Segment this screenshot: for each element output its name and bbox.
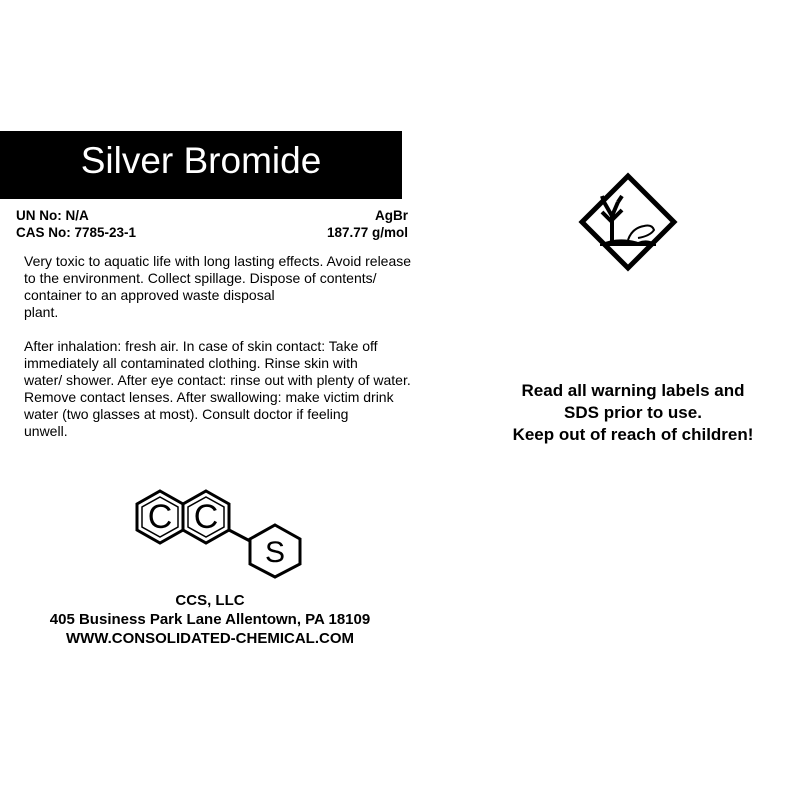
text-line: Read all warning labels and	[521, 381, 745, 400]
text-line: unwell.	[24, 423, 68, 439]
identifiers	[16, 207, 136, 241]
chemical-formula: AgBr	[375, 208, 408, 223]
text-line: Remove contact lenses. After swallowing: make victim drink	[24, 389, 394, 405]
warning-notice	[480, 380, 786, 446]
company-address: 405 Business Park Lane Allentown, PA 18109	[49, 611, 371, 628]
text-line: water/ shower. After eye contact: rinse out with plenty of water.	[24, 372, 411, 388]
text-line: to the environment. Collect spillage. Dispose of contents/	[24, 270, 377, 286]
text-line: Very toxic to aquatic life with long lasting effects. Avoid release	[24, 253, 412, 269]
logo-letter: C	[193, 498, 219, 536]
text-line: container to an approved waste disposal	[24, 287, 275, 303]
text-line: immediately all contaminated clothing. Rinse skin with	[24, 355, 358, 371]
logo-letter: C	[147, 498, 173, 536]
formula-block	[327, 207, 408, 241]
text-line: After inhalation: fresh air. In case of skin contact: Take off	[24, 338, 378, 354]
company-info	[0, 591, 420, 648]
text-line: SDS prior to use.	[564, 403, 702, 422]
text-line: water (two glasses at most). Consult doctor if feeling	[24, 406, 349, 422]
molar-mass: 187.77 g/mol	[326, 225, 408, 240]
environment-hazard-icon	[578, 172, 678, 272]
company-logo	[125, 488, 310, 580]
text-line: Keep out of reach of children!	[512, 425, 754, 444]
un-number: UN No: N/A	[16, 208, 89, 223]
company-name: CCS, LLC	[175, 592, 245, 609]
first-aid-statement	[24, 338, 411, 440]
product-title: Silver Bromide	[80, 140, 322, 181]
text-line: plant.	[24, 304, 59, 320]
cas-number: CAS No: 7785-23-1	[16, 225, 137, 240]
hazard-statement	[24, 253, 411, 321]
logo-letter: S	[264, 536, 286, 569]
company-website: WWW.CONSOLIDATED-CHEMICAL.COM	[65, 630, 355, 647]
